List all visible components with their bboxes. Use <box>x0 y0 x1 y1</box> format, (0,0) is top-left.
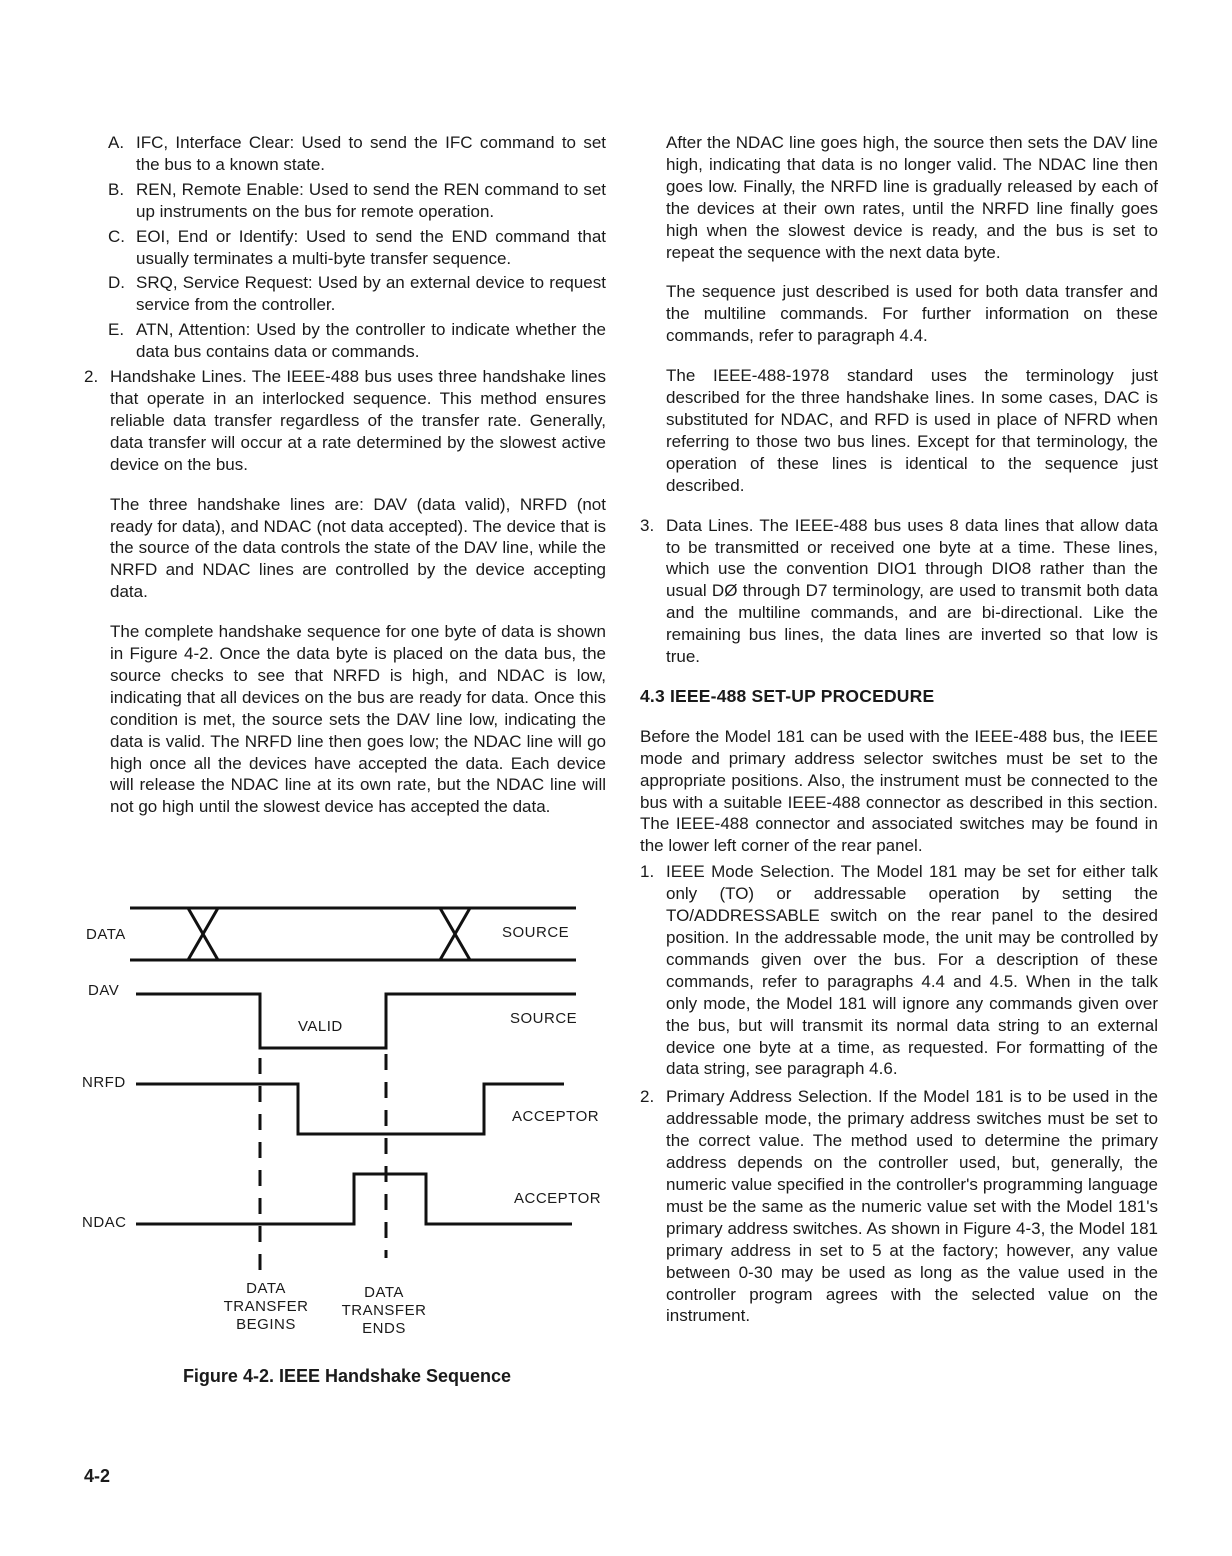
data-role-label: SOURCE <box>502 924 570 941</box>
list-text: ATN, Attention: Used by the controller to indicate whether the data bus contains data or commands. <box>136 320 606 362</box>
valid-label: VALID <box>298 1018 343 1035</box>
ends-line-3: ENDS <box>362 1320 406 1337</box>
ndac-high-paragraph: After the NDAC line goes high, the source then sets the DAV line high, indicating that data is no longer valid. The NDAC line then goes low. Finally, the NRFD line is gradually released by each of the devices at their own rates, until the NRFD line finally goes high when the slowest device is ready, and the bus is set to repeat the sequence with the next data byte. <box>666 133 1158 262</box>
list-text: SRQ, Service Request: Used by an external device to request service from the controller. <box>136 273 606 315</box>
list-text: Data Lines. The IEEE-488 bus uses 8 data lines that allow data to be transmitted or received one byte at a time. These lines, which use the convention DIO1 through DIO8 rather than the usual DØ through D7 terminology, are used to transmit both data and the multiline commands, and are bi-directional. Like the remaining bus lines, the data lines are inverted so that low is true. <box>666 515 1158 667</box>
list-text: Handshake Lines. The IEEE-488 bus uses three handshake lines that operate in an interlocked sequence. This method ensures reliable data transfer regardless of the transfer rate. Generally, data transfer will occur at a rate determined by the slowest active device on the bus. <box>110 367 606 474</box>
handshake-timing-diagram <box>78 888 618 1358</box>
ends-line-2: TRANSFER <box>341 1302 427 1319</box>
list-item-e <box>84 319 606 363</box>
dav-signal-label: DAV <box>88 982 120 999</box>
transfer-ends-label <box>334 1284 434 1338</box>
list-marker: 2. <box>84 367 99 387</box>
begins-line-2: TRANSFER <box>223 1298 309 1315</box>
section-heading: 4.3 IEEE-488 SET-UP PROCEDURE <box>640 685 935 706</box>
list-item-data-lines <box>640 515 1158 668</box>
list-item-handshake-lines <box>84 366 606 476</box>
nrfd-waveform <box>136 1084 564 1134</box>
list-marker: 3. <box>640 515 655 535</box>
begins-line-1: DATA <box>246 1280 286 1297</box>
list-marker: B. <box>108 179 125 199</box>
begins-line-3: BEGINS <box>236 1316 296 1333</box>
transfer-begins-label <box>216 1280 316 1334</box>
nrfd-role-label: ACCEPTOR <box>512 1108 600 1125</box>
setup-intro-paragraph: Before the Model 181 can be used with the IEEE-488 bus, the IEEE mode and primary address selector switches must be set to the appropriate positions. Also, the instrument must be connected to the bus with a suitable IEEE-488 connector as described in this section. The IEEE-488 connector and associated switches may be found in the lower left corner of the rear panel. <box>640 726 1158 856</box>
list-item-b <box>84 179 606 223</box>
list-item-a <box>84 132 606 176</box>
data-bus-transition-1 <box>188 908 218 960</box>
list-marker: 1. <box>640 862 655 882</box>
ndac-role-label: ACCEPTOR <box>514 1190 602 1207</box>
handshake-lines-paragraph: The three handshake lines are: DAV (data valid), NRFD (not ready for data), and NDAC (not data accepted). The device that is the source of the data controls the state of the DAV line, while the NRFD and NDAC lines are controlled by the device accepting data. <box>110 494 606 602</box>
list-marker: E. <box>108 320 125 340</box>
sequence-usage-paragraph: The sequence just described is used for both data transfer and the multiline commands. For further information on these commands, refer to paragraph 4.4. <box>666 282 1158 346</box>
list-item-c <box>84 226 606 270</box>
ends-line-1: DATA <box>364 1284 404 1301</box>
dav-role-label: SOURCE <box>510 1010 578 1027</box>
list-marker: D. <box>108 273 125 293</box>
ndac-waveform <box>136 1174 572 1224</box>
figure-caption: Figure 4-2. IEEE Handshake Sequence <box>182 1366 512 1386</box>
list-text: REN, Remote Enable: Used to send the REN command to set up instruments on the bus for remote operation. <box>136 179 606 221</box>
data-signal-label: DATA <box>86 926 126 943</box>
list-marker: 2. <box>640 1087 655 1107</box>
list-item-address-selection <box>640 1086 1158 1327</box>
list-text: IFC, Interface Clear: Used to send the IFC command to set the bus to a known state. <box>136 133 606 174</box>
list-text: EOI, End or Identify: Used to send the END command that usually terminates a multi-byte transfer sequence. <box>136 226 606 268</box>
data-bus-transition-2 <box>440 908 470 960</box>
list-text: IEEE Mode Selection. The Model 181 may be set for either talk only (TO) or addressable operation by setting the TO/ADDRESSABLE switch on the rear panel to the desired position. In the addressable mode, the unit may be controlled by commands given over the bus. For a description of these commands, refer to paragraphs 4.4 and 4.5. When in the talk only mode, the Model 181 will ignore any commands given over the bus, but will transmit its normal data string to an external device one byte at a time, as requested. For formatting of the data string, see paragraph 4.6. <box>666 862 1158 1079</box>
list-item-mode-selection <box>640 861 1158 1080</box>
left-column <box>84 132 606 818</box>
ndac-signal-label: NDAC <box>82 1214 127 1231</box>
right-column <box>640 132 1158 1331</box>
nrfd-signal-label: NRFD <box>82 1074 126 1091</box>
list-marker: C. <box>108 226 125 246</box>
terminology-paragraph: The IEEE-488-1978 standard uses the terminology just described for the three handshake lines. In some cases, DAC is substituted for NDAC, and RFD is used in place of NFRD when referring to those two bus lines. Except for that terminology, the operation of these lines is identical to the sequence just described. <box>666 366 1158 495</box>
list-marker: A. <box>108 133 125 152</box>
list-text: Primary Address Selection. If the Model 181 is to be used in the addressable mode, the primary address switches must be set to the correct value. The method used to determine the primary address depends on the controller used, but, generally, the numeric value specified in the controller's programming language must be the same as the numeric value set with the Model 181's primary address switches. As shown in Figure 4-3, the Model 181 primary address in set to 5 at the factory; however, any value between 0-30 may be used as long as the value used in the controller program agrees with the selected value on the instrument. <box>666 1087 1158 1326</box>
list-item-d <box>84 272 606 316</box>
handshake-sequence-paragraph: The complete handshake sequence for one byte of data is shown in Figure 4-2. Once the data byte is placed on the data bus, the source checks to see that NRFD is high, and NDAC is low, indicating that all devices on the bus are ready for data. Once this condition is met, the source sets the DAV line low, indicating the data is valid. The NRFD line then goes low; the NDAC line will go high once all the devices have accepted the data. Each device will release the NDAC line at its own rate, but the NDAC line will not go high until the slowest device has accepted the data. <box>110 622 606 817</box>
page-number: 4-2 <box>84 1466 111 1486</box>
